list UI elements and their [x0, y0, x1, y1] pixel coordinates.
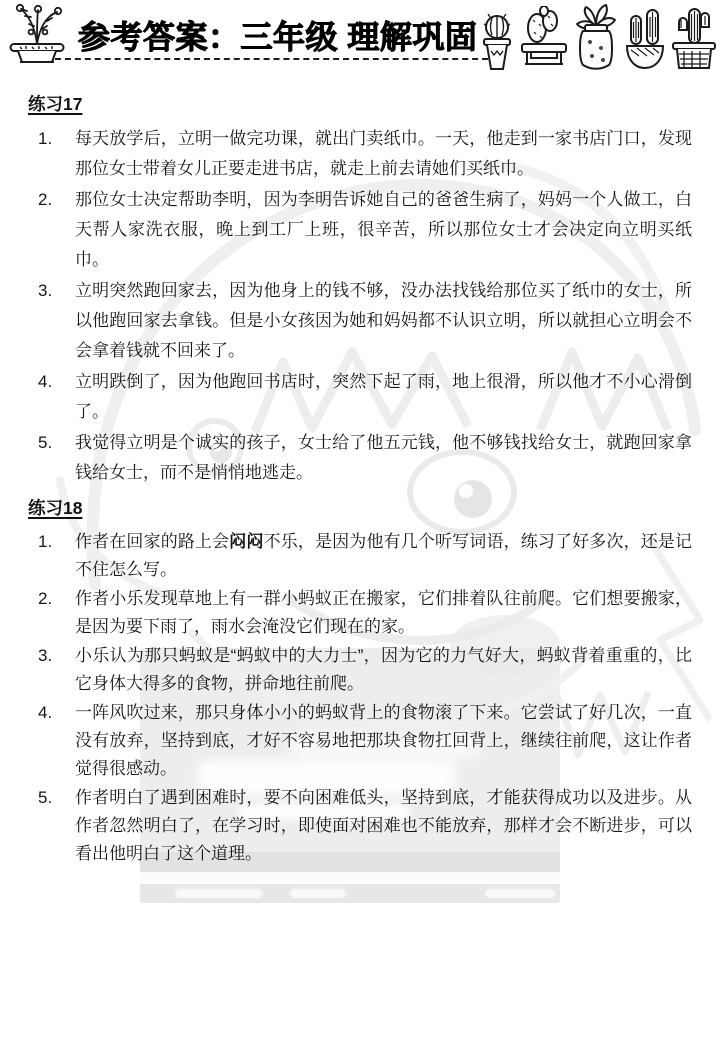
answer-item	[28, 428, 692, 488]
header-plant-icons	[478, 2, 718, 72]
answer-list	[28, 124, 692, 488]
twin-cacti-bowl-icon	[623, 8, 667, 72]
answer-item	[28, 367, 692, 427]
answer-item	[28, 784, 692, 868]
answer-text-segment: 作者在回家的路上会	[75, 532, 230, 551]
answer-item	[28, 276, 692, 366]
answer-text	[75, 185, 692, 275]
answer-text	[75, 642, 692, 698]
answer-number: 2.	[38, 190, 53, 209]
exercise-heading: 练习18	[28, 498, 83, 518]
answer-text	[75, 124, 692, 184]
answer-number: 3.	[38, 646, 53, 665]
answer-text-segment: 作者小乐发现草地上有一群小蚂蚁正在搬家，它们排着队往前爬。它们想要搬家，是因为要下雨了，雨水会淹没它们现在的家。	[75, 589, 692, 636]
answer-number: 5.	[38, 788, 53, 807]
exercise-heading: 练习17	[28, 94, 83, 114]
answer-item	[28, 185, 692, 275]
answer-item	[28, 699, 692, 783]
answer-text-segment: 立明跌倒了，因为他跑回书店时，突然下起了雨，地上很滑，所以他才不小心滑倒了。	[75, 372, 692, 421]
header	[0, 0, 720, 80]
cactus-striped-planter-icon	[670, 6, 718, 72]
answer-text	[75, 367, 692, 427]
exercise-section	[28, 498, 692, 868]
answer-text	[75, 585, 692, 641]
answer-text-segment: 每天放学后，立明一做完功课，就出门卖纸巾。一天，他走到一家书店门口，发现那位女士带着女儿正要走进书店，就走上前去请她们买纸巾。	[75, 129, 692, 178]
round-cactus-pot-icon	[478, 10, 516, 72]
answer-text-segment: 我觉得立明是个诚实的孩子，女士给了他五元钱，他不够钱找给女士，就跑回家拿钱给女士，而不是悄悄地逃走。	[75, 433, 692, 482]
answer-text-segment: 那位女士决定帮助李明，因为李明告诉她自己的爸爸生病了，妈妈一个人做工，白天帮人家洗衣服，晚上到工厂上班，很辛苦，所以那位女士才会决定向立明买纸巾。	[75, 190, 692, 269]
answer-text-segment: 立明突然跑回家去，因为他身上的钱不够，没办法找钱给那位买了纸巾的女士，所以他跑回家去拿钱。但是小女孩因为她和妈妈都不认识立明，所以就担心立明会不会拿着钱就不回来了。	[75, 281, 692, 360]
answer-text-segment: 小乐认为那只蚂蚁是“蚂蚁中的大力士”，因为它的力气好大，蚂蚁背着重重的，比它身体大得多的食物，拼命地往前爬。	[75, 646, 692, 693]
answer-number: 1.	[38, 532, 53, 551]
answer-text-segment: 不乐，是因为他有几个听写词语，练习了好多次，还是记不住怎么写。	[75, 532, 693, 579]
answer-number: 5.	[38, 433, 53, 452]
dashed-divider	[55, 58, 498, 60]
potted-flower-icon	[7, 2, 67, 66]
answer-item	[28, 642, 692, 698]
answer-text	[75, 428, 692, 488]
answer-text-segment: 作者明白了遇到困难时，要不向困难低头，坚持到底，才能获得成功以及进步。从作者忽然明白了，在学习时，即使面对困难也不能放弃，那样才会不断进步，可以看出他明白了这个道理。	[75, 788, 692, 863]
answer-text	[75, 528, 692, 584]
answer-list	[28, 528, 692, 868]
answer-number: 4.	[38, 372, 53, 391]
answer-text	[75, 276, 692, 366]
prickly-pear-planter-icon	[519, 6, 569, 72]
answer-sections	[28, 94, 692, 869]
answer-number: 2.	[38, 589, 53, 608]
page-title: 参考答案：三年级 理解巩固	[78, 19, 478, 55]
answer-text	[75, 699, 692, 783]
exercise-section	[28, 94, 692, 488]
answer-item	[28, 528, 692, 584]
answer-item	[28, 124, 692, 184]
answer-text	[75, 784, 692, 868]
answer-number: 1.	[38, 129, 53, 148]
answer-text-segment: 一阵风吹过来，那只身体小小的蚂蚁背上的食物滚了下来。它尝试了好几次，一直没有放弃，坚持到底，才好不容易地把那块食物扛回背上，继续往前爬，这让作者觉得很感动。	[75, 703, 692, 778]
answer-text-bold-segment: 闷闷	[229, 532, 264, 551]
succulent-jar-icon	[572, 4, 620, 72]
answer-item	[28, 585, 692, 641]
answer-number: 3.	[38, 281, 53, 300]
answer-number: 4.	[38, 703, 53, 722]
